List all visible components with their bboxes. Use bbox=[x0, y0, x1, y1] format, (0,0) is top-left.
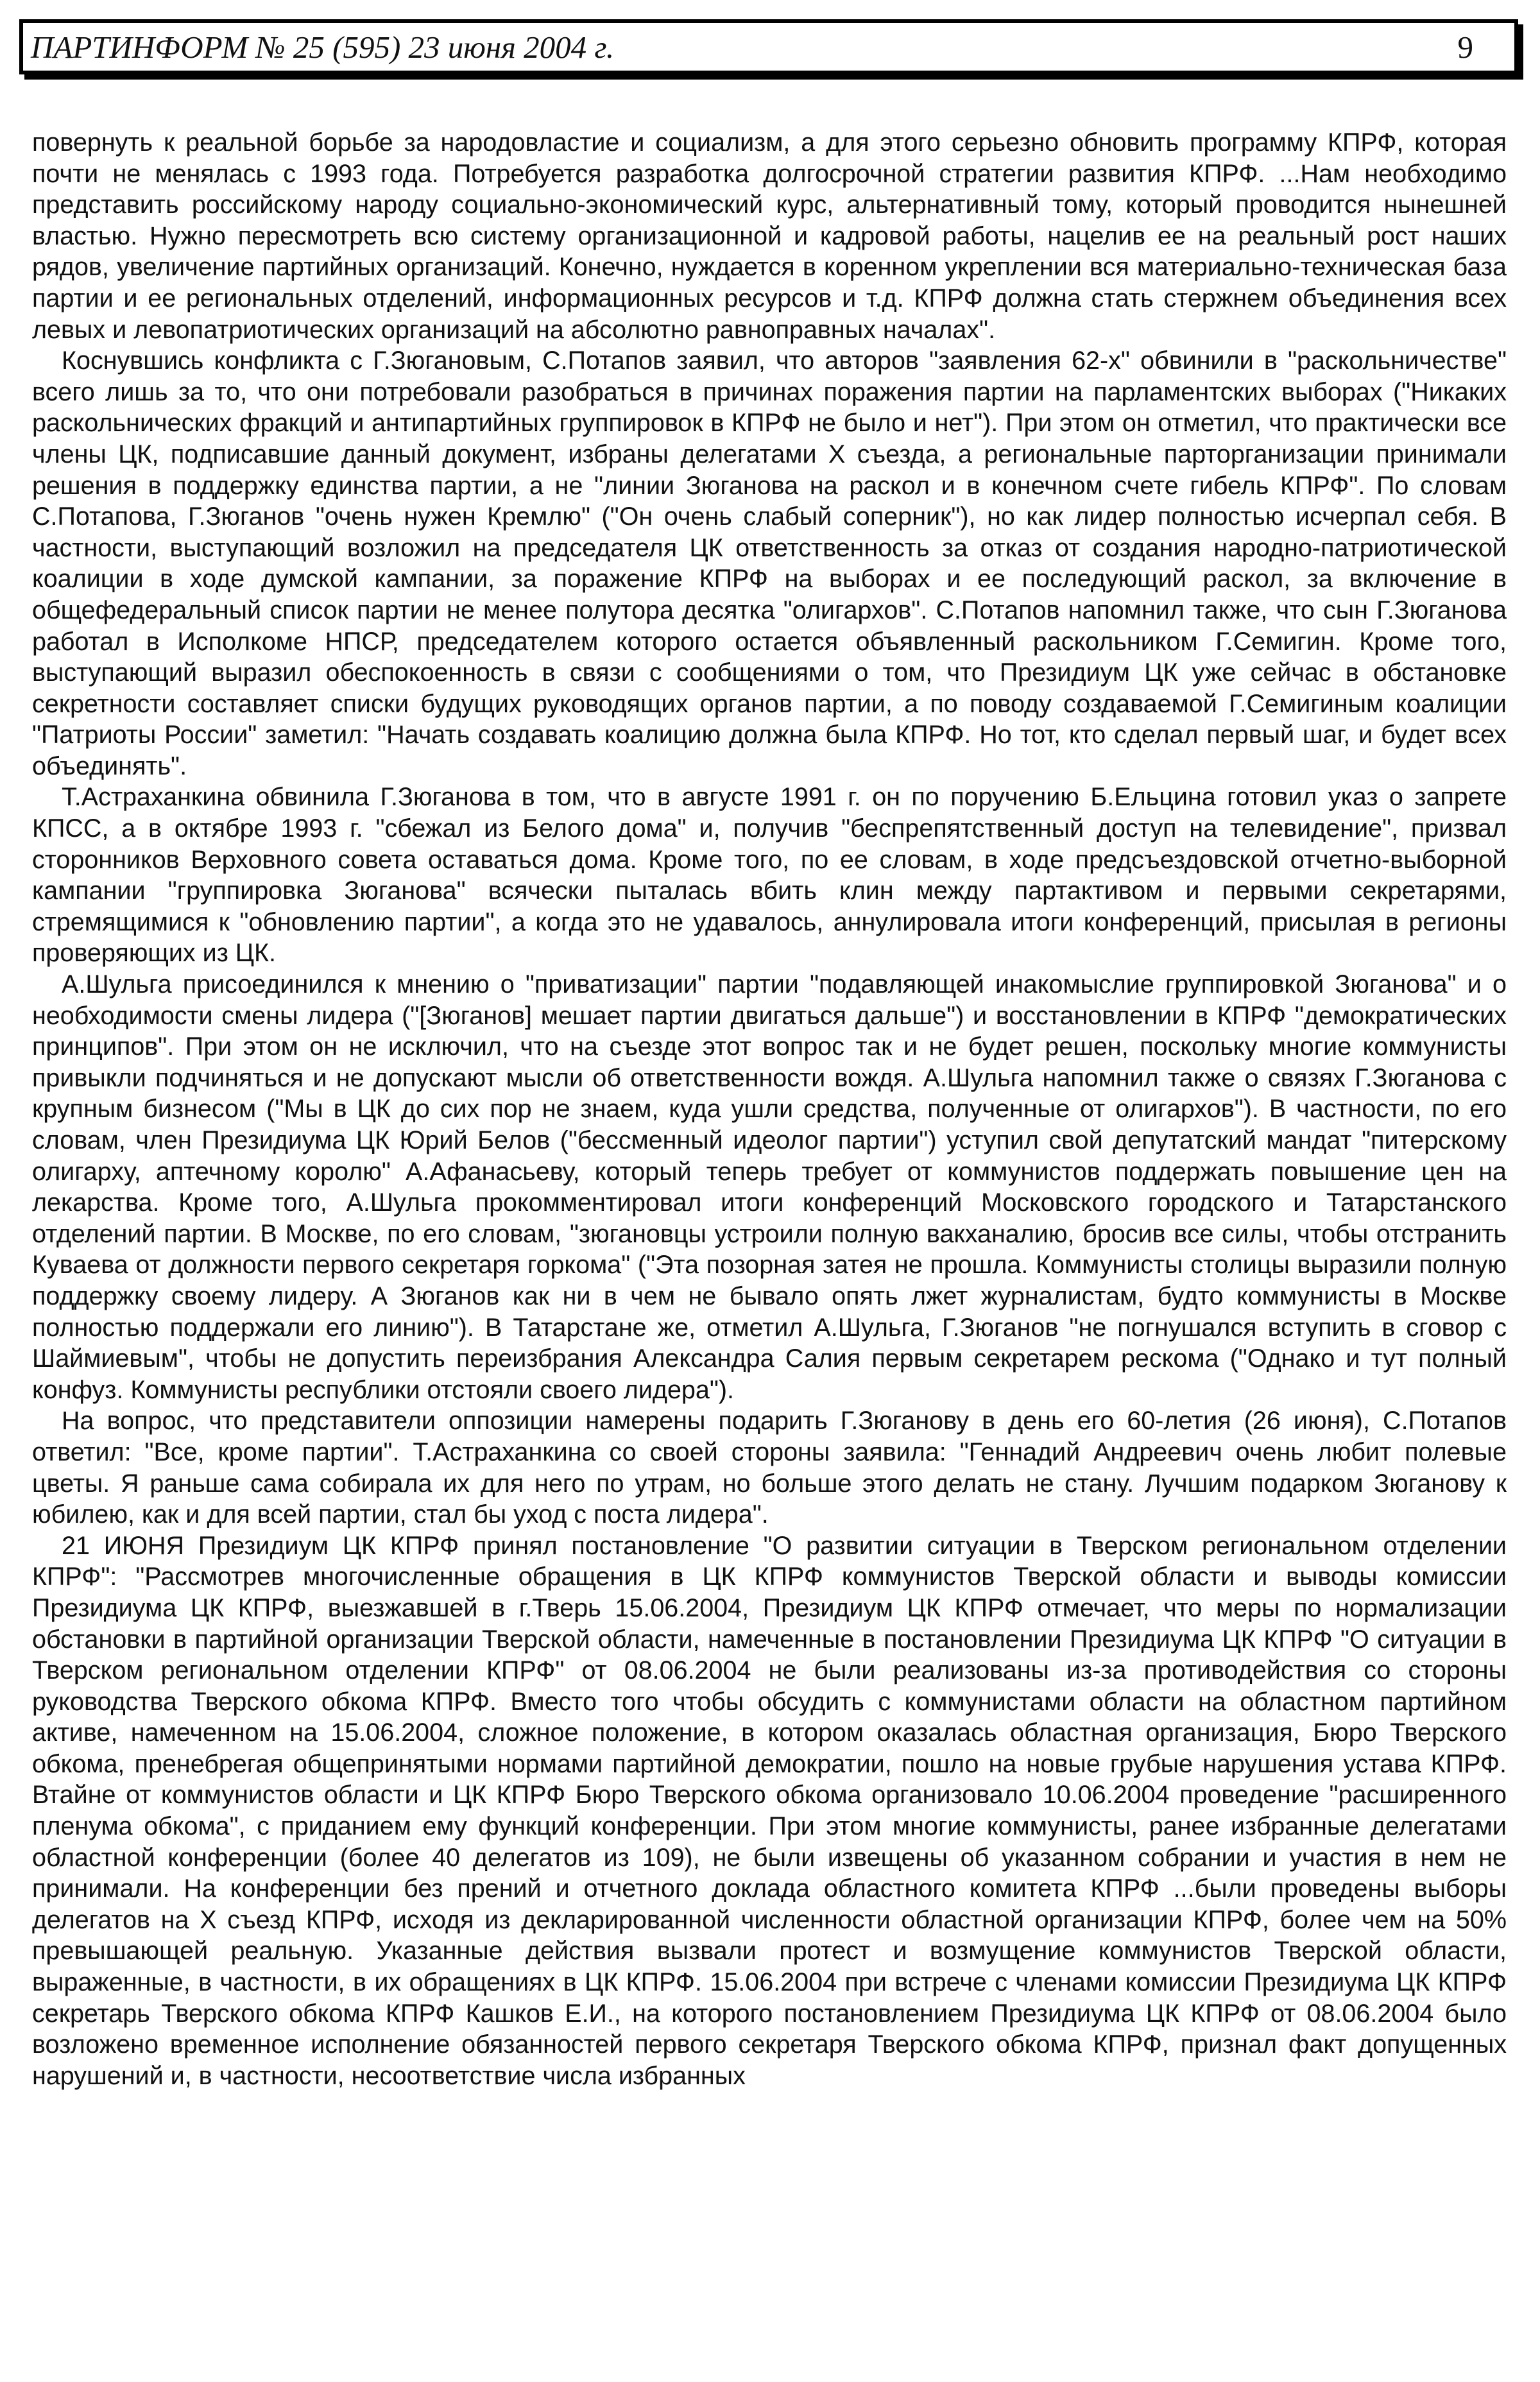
page-number: 9 bbox=[1457, 30, 1473, 65]
page-header bbox=[19, 19, 1518, 74]
paragraph: А.Шульга присоединился к мнению о "приватизации" партии "подавляющей инакомыслие группировкой Зюганова" и о необходимости смены лидера ("[Зюганов] мешает партии двигаться дальше") и восстановлении в КПРФ "демократических принципов". При этом он не исключил, что на съезде этот вопрос так и не будет решен, поскольку многие коммунисты привыкли подчиняться и не допускают мысли об ответственности вождя. А.Шульга напомнил также о связях Г.Зюганова с крупным бизнесом ("Мы в ЦК до сих пор не знаем, куда ушли средства, полученные от олигархов"). В частности, по его словам, член Президиума ЦК Юрий Белов ("бессменный идеолог партии") уступил свой депутатский мандат "питерскому олигарху, аптечному королю" А.Афанасьеву, который теперь требует от коммунистов поддержать повышение цен на лекарства. Кроме того, А.Шульга прокомментировал итоги конференций Московского городского и Татарстанского отделений партии. В Москве, по его словам, "зюгановцы устроили полную вакханалию, бросив все силы, чтобы отстранить Куваева от должности первого секретаря горкома" ("Эта позорная затея не прошла. Коммунисты столицы выразили полную поддержку своему лидеру. А Зюганов как ни в чем не бывало опять лжет журналистам, будто коммунисты в Москве полностью поддержали его линию"). В Татарстане же, отметил А.Шульга, Г.Зюганов "не погнушался вступить в сговор с Шаймиевым", чтобы не допустить переизбрания Александра Салия первым секретарем рескома ("Однако и тут полный конфуз. Коммунисты республики отстояли своего лидера"). bbox=[32, 970, 1507, 1404]
paragraph: На вопрос, что представители оппозиции намерены подарить Г.Зюганову в день его 60-летия (26 июня), С.Потапов ответил: "Все, кроме партии". Т.Астраханкина со своей стороны заявила: "Геннадий Андреевич очень любит полевые цветы. Я раньше сама собирала их для него по утрам, но больше этого делать не стану. Лучшим подарком Зюганову к юбилею, как и для всей партии, стал бы уход с поста лидера". bbox=[32, 1407, 1507, 1529]
paragraph: Т.Астраханкина обвинила Г.Зюганова в том, что в августе 1991 г. он по поручению Б.Ельцина готовил указ о запрете КПСС, а в октябре 1993 г. "сбежал из Белого дома" и, получив "беспрепятственный доступ на телевидение", призвал сторонников Верховного совета оставаться дома. Кроме того, по ее словам, в ходе предсъездовской отчетно-выборной кампании "группировка Зюганова" всячески пыталась вбить клин между партактивом и первыми секретарями, стремящимися к "обновлению партии", а когда это не удавалось, аннулировала итоги конференций, присылая в регионы проверяющих из ЦК. bbox=[32, 783, 1507, 968]
paragraph: повернуть к реальной борьбе за народовластие и социализм, а для этого серьезно обновить программу КПРФ, которая почти не менялась с 1993 года. Потребуется разработка долгосрочной стратегии развития КПРФ. ...Нам необходимо представить российскому народу социально-экономический курс, альтернативный тому, который проводится нынешней властью. Нужно пересмотреть всю систему организационной и кадровой работы, нацелив ее на реальный рост наших рядов, увеличение партийных организаций. Конечно, нуждается в коренном укреплении вся материально-техническая база партии и ее региональных отделений, информационных ресурсов и т.д. КПРФ должна стать стержнем объединения всех левых и левопатриотических организаций на абсолютно равноправных началах". bbox=[32, 128, 1507, 344]
paragraph: 21 ИЮНЯ Президиум ЦК КПРФ принял постановление "О развитии ситуации в Тверском региональном отделении КПРФ": "Рассмотрев многочисленные обращения в ЦК КПРФ коммунистов Тверской области и выводы комиссии Президиума ЦК КПРФ, выезжавшей в г.Тверь 15.06.2004, Президиум ЦК КПРФ отмечает, что меры по нормализации обстановки в партийной организации Тверской области, намеченные в постановлении Президиума ЦК КПРФ "О ситуации в Тверском региональном отделении КПРФ" от 08.06.2004 не были реализованы из-за противодействия со стороны руководства Тверского обкома КПРФ. Вместо того чтобы обсудить с коммунистами области на областном партийном активе, намеченном на 15.06.2004, сложное положение, в котором оказалась областная организация, Бюро Тверского обкома, пренебрегая общепринятыми нормами партийной демократии, пошло на новые грубые нарушения устава КПРФ. Втайне от коммунистов области и ЦК КПРФ Бюро Тверского обкома организовало 10.06.2004 проведение "расширенного пленума обкома", с приданием ему функций конференции. При этом многие коммунисты, ранее избранные делегатами областной конференции (более 40 делегатов из 109), не были извещены об указанном собрании и участия в нем не принимали. На конференции без прений и отчетного доклада областного комитета КПРФ ...были проведены выборы делегатов на X съезд КПРФ, исходя из декларированной численности областной организации КПРФ, более чем на 50% превышающей реальную. Указанные действия вызвали протест и возмущение коммунистов Тверской области, выраженные, в частности, в их обращениях в ЦК КПРФ. 15.06.2004 при встрече с членами комиссии Президиума ЦК КПРФ секретарь Тверского обкома КПРФ Кашков Е.И., на которого постановлением Президиума ЦК КПРФ от 08.06.2004 было возложено временное исполнение обязанностей первого секретаря Тверского обкома КПРФ, признал факт допущенных нарушений и, в частности, несоответствие числа избранных bbox=[32, 1531, 1507, 2090]
publication-title: ПАРТИНФОРМ № 25 (595) 23 июня 2004 г. bbox=[31, 30, 615, 65]
paragraph: Коснувшись конфликта с Г.Зюгановым, С.Потапов заявил, что авторов "заявления 62-х" обвинили в "раскольничестве" всего лишь за то, что они потребовали разобраться в причинах поражения партии на парламентских выборах ("Никаких раскольнических фракций и антипартийных группировок в КПРФ не было и нет"). При этом он отметил, что практически все члены ЦК, подписавшие данный документ, избраны делегатами X съезда, а региональные парторганизации принимали решения в поддержку единства партии, а не "линии Зюганова на раскол и в конечном счете гибель КПРФ". По словам С.Потапова, Г.Зюганов "очень нужен Кремлю" ("Он очень слабый соперник"), но как лидер полностью исчерпал себя. В частности, выступающий возложил на председателя ЦК ответственность за отказ от создания народно-патриотической коалиции в ходе думской кампании, за поражение КПРФ на выборах и ее последующий раскол, за включение в общефедеральный список партии не менее полутора десятка "олигархов". С.Потапов напомнил также, что сын Г.Зюганова работал в Исполкоме НПСР, председателем которого остается объявленный раскольником Г.Семигин. Кроме того, выступающий выразил обеспокоенность в связи с сообщениями о том, что Президиум ЦК уже сейчас в обстановке секретности составляет списки будущих руководящих органов партии, а по поводу создаваемой Г.Семигиным коалиции "Патриоты России" заметил: "Начать создавать коалицию должна была КПРФ. Но тот, кто сделал первый шаг, и будет всех объединять". bbox=[32, 347, 1507, 780]
article-body bbox=[32, 127, 1507, 2341]
